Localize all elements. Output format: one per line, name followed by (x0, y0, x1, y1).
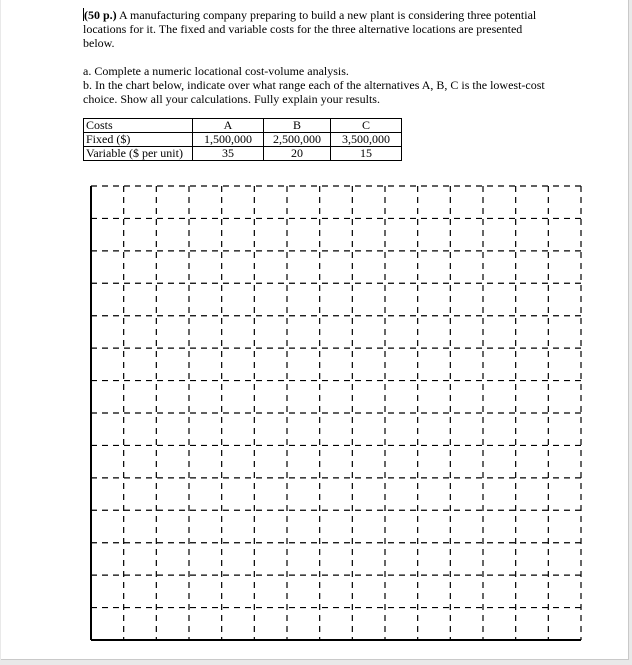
grid-svg (87, 178, 587, 648)
table-header-row (84, 119, 402, 133)
table-cell: 20 (264, 147, 331, 161)
problem-parts (83, 64, 553, 106)
table-cell: 2,500,000 (264, 133, 331, 147)
problem-intro (83, 8, 553, 50)
table-header-cell: C (331, 119, 402, 133)
intro-text: A manufacturing company preparing to build a new plant is considering three potential locations for it. The fixed and variable costs for the three alternative locations are presented below. (83, 8, 537, 50)
problem-text (83, 8, 553, 106)
table-cell: 3,500,000 (331, 133, 402, 147)
table-row (84, 147, 402, 161)
table-cell: 15 (331, 147, 402, 161)
table-cell: 1,500,000 (193, 133, 264, 147)
cost-table (83, 118, 402, 161)
part-a-text: a. Complete a numeric locational cost-volume analysis. (83, 64, 349, 78)
points-label: (50 p.) (84, 8, 117, 22)
document-page (1, 0, 629, 660)
table-header-cell: B (264, 119, 331, 133)
table-header-cell: A (193, 119, 264, 133)
part-b-text: b. In the chart below, indicate over what range each of the alternatives A, B, C is the lowest-cost choice. Show all your calculations. Fully explain your results. (83, 78, 545, 106)
table-cell: 35 (193, 147, 264, 161)
table-row (84, 133, 402, 147)
blank-chart-grid (87, 178, 587, 653)
row-label: Variable ($ per unit) (84, 147, 193, 161)
row-label: Fixed ($) (84, 133, 193, 147)
table-header-cell: Costs (84, 119, 193, 133)
